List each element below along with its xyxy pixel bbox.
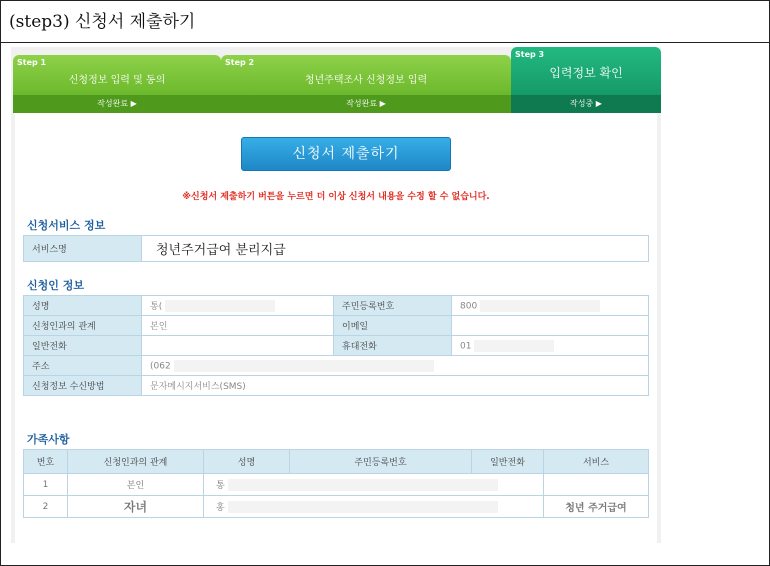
service-info-table <box>23 235 649 262</box>
service-name-value: 청년주거급여 분리지급 <box>142 236 649 262</box>
family-col-no: 번호 <box>24 450 68 474</box>
table-row <box>24 474 649 496</box>
redaction-mask <box>165 300 275 312</box>
service-info-heading: 신청서비스 정보 <box>27 219 106 232</box>
step-2-label: 청년주택조사 신청정보 입력 <box>304 75 428 86</box>
family-row-1-no: 1 <box>24 474 68 496</box>
family-col-phone: 일반전화 <box>472 450 544 474</box>
phone-label: 일반전화 <box>24 336 142 356</box>
receive-method-label: 신청정보 수신방법 <box>24 376 142 396</box>
family-row-1-name <box>204 474 544 496</box>
step-3-number: Step 3 <box>515 50 545 59</box>
family-col-name: 성명 <box>204 450 290 474</box>
redaction-mask <box>174 360 434 372</box>
applicant-info-table <box>23 295 649 396</box>
phone-value <box>142 336 334 356</box>
applicant-info-heading: 신청인 정보 <box>27 279 84 292</box>
step-3-status: 작성중 ▶ <box>570 99 602 108</box>
mobile-value <box>452 336 649 356</box>
family-heading: 가족사항 <box>27 433 70 446</box>
step-3[interactable] <box>511 47 661 113</box>
name-text: 통( <box>150 301 163 312</box>
name-label: 성명 <box>24 296 142 316</box>
family-row-2-service: 청년 주거급여 <box>544 496 649 518</box>
rrn-label: 주민등록번호 <box>334 296 452 316</box>
step-3-label: 입력정보 확인 <box>549 66 623 80</box>
receive-method-value: 문자메시지서비스(SMS) <box>142 376 649 396</box>
page-title: (step3) 신청서 제출하기 <box>1 1 769 43</box>
content-panel <box>15 113 657 543</box>
step-1[interactable] <box>13 55 221 113</box>
email-label: 이메일 <box>334 316 452 336</box>
application-screenshot <box>11 47 661 543</box>
rrn-value <box>452 296 649 316</box>
mobile-label: 휴대전화 <box>334 336 452 356</box>
family-row-1-service <box>544 474 649 496</box>
submit-warning: ※신청서 제출하기 버튼을 누르면 더 이상 신청서 내용을 수정 할 수 없습니다. <box>182 192 490 202</box>
relation-value: 본인 <box>142 316 334 336</box>
step-1-label: 신청정보 입력 및 동의 <box>68 75 166 86</box>
step-progress <box>11 47 661 113</box>
step-2-number: Step 2 <box>225 58 255 67</box>
address-text: (062 <box>150 361 171 371</box>
family-row-1-name-text: 통 <box>216 480 225 491</box>
redaction-mask <box>480 300 600 312</box>
step-1-number: Step 1 <box>17 58 47 67</box>
step-2-status: 작성완료 ▶ <box>346 99 386 108</box>
family-col-service: 서비스 <box>544 450 649 474</box>
family-col-rrn: 주민등록번호 <box>290 450 472 474</box>
step-1-status: 작성완료 ▶ <box>97 99 137 108</box>
address-label: 주소 <box>24 356 142 376</box>
address-value <box>142 356 649 376</box>
family-row-1-relation: 본인 <box>68 474 204 496</box>
rrn-text: 800 <box>460 301 478 311</box>
family-col-relation: 신청인과의 관계 <box>68 450 204 474</box>
family-table <box>23 449 649 518</box>
submit-application-button[interactable]: 신청서 제출하기 <box>241 137 451 171</box>
redaction-mask <box>228 501 498 513</box>
service-name-label: 서비스명 <box>24 236 142 262</box>
redaction-mask <box>474 340 554 352</box>
redaction-mask <box>228 479 498 491</box>
family-row-2-name-text: 홍 <box>216 502 225 513</box>
email-value <box>452 316 649 336</box>
mobile-text: 01 <box>460 341 472 351</box>
family-row-2-name <box>204 496 544 518</box>
table-row <box>24 496 649 518</box>
step-2[interactable] <box>221 55 511 113</box>
family-row-2-no: 2 <box>24 496 68 518</box>
name-value <box>142 296 334 316</box>
family-row-2-relation: 자녀 <box>68 496 204 518</box>
relation-label: 신청인과의 관계 <box>24 316 142 336</box>
